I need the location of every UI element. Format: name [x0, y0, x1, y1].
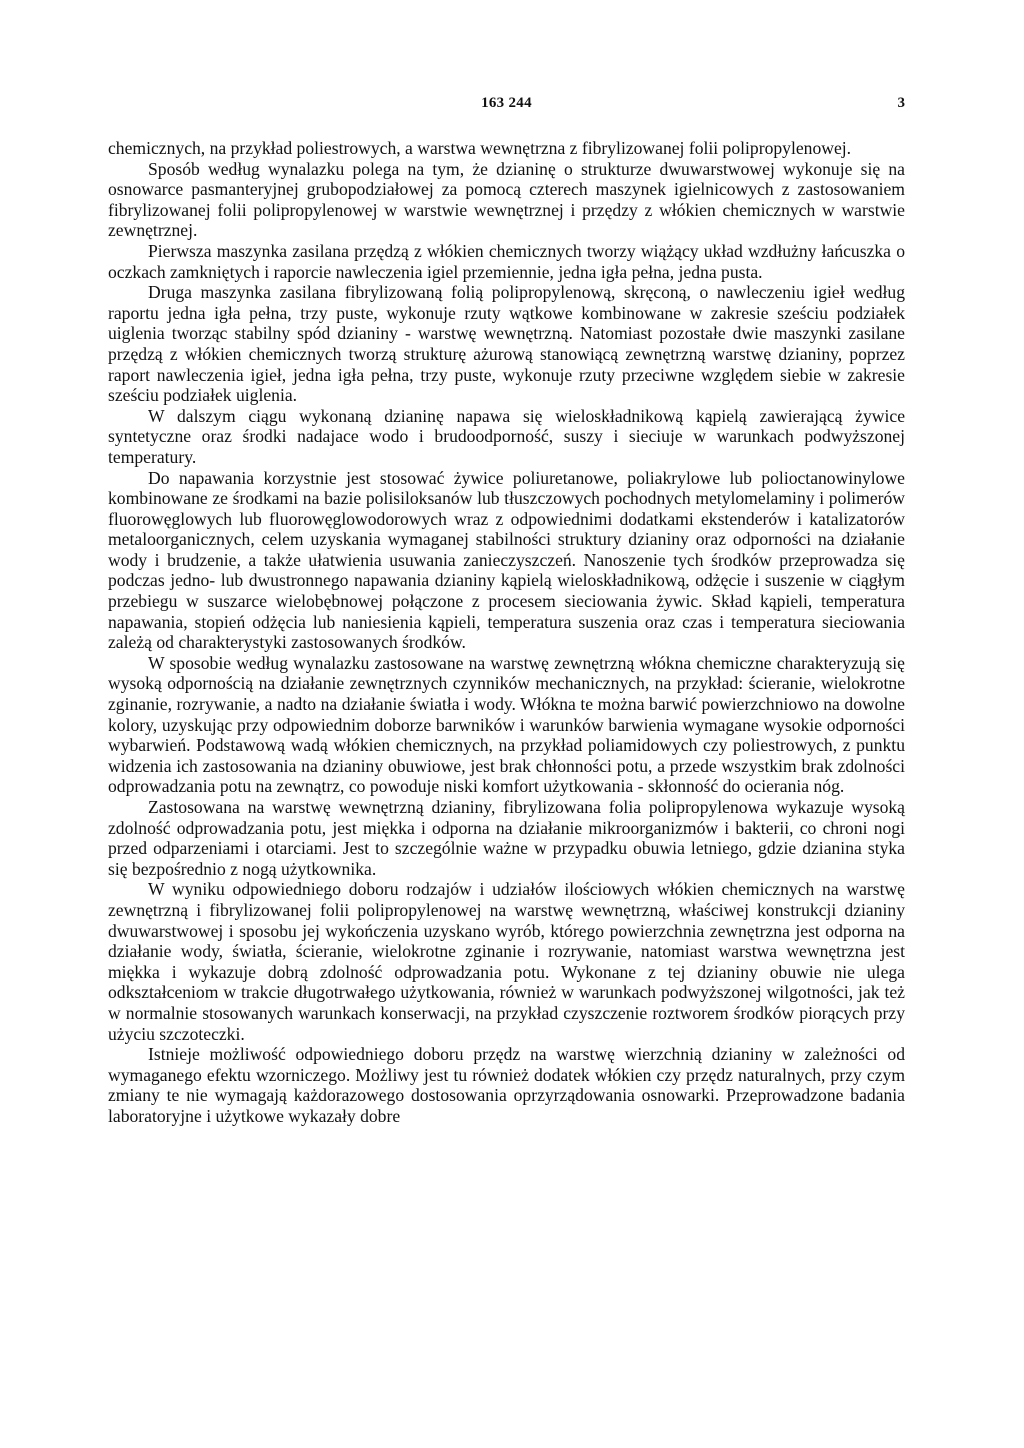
body-text: [108, 138, 905, 1127]
document-number: 163 244: [481, 95, 532, 111]
paragraph: Druga maszynka zasilana fibrylizowaną folią polipropylenową, skręconą, o nawleczeniu igieł według raportu jedna igła pełna, trzy puste, wykonuje rzuty wątkowe kombinowane w zakresie sześciu podziałek uiglenia tworząc stabilny spód dzianiny - warstwę wewnętrzną. Natomiast pozostałe dwie maszynki zasilane przędzą z włókien chemicznych tworzą strukturę ażurową stanowiącą zewnętrzną warstwę dzianiny, poprzez raport nawleczenia igieł, jedna igła pełna, trzy puste, wykonuje rzuty przeciwne względem siebie w zakresie sześciu podziałek uiglenia.: [108, 282, 905, 406]
paragraph-continuation: chemicznych, na przykład poliestrowych, a warstwa wewnętrzna z fibrylizowanej folii polipropylenowej.: [108, 138, 852, 158]
paragraph: Pierwsza maszynka zasilana przędzą z włókien chemicznych tworzy wiążący układ wzdłużny łańcuszka o oczkach zamkniętych i raporcie nawleczenia igiel przemiennie, jedna igła pełna, jedna pusta.: [108, 240, 905, 282]
paragraph: Istnieje możliwość odpowiedniego doboru przędz na warstwę wierzchnią dzianiny w zależności od wymaganego efektu wzorniczego. Możliwy jest tu również dodatek włókien czy przędz naturalnych, przy czym zmiany te nie wymagają każdorazowego dostosowania oprzyrządowania osnowarki. Przeprowadzone badania laboratoryjne i użytkowe wykazały dobre: [108, 1044, 905, 1126]
page-header: [108, 95, 905, 119]
paragraph: Do napawania korzystnie jest stosować żywice poliuretanowe, poliakrylowe lub polioctanowinylowe kombinowane ze środkami na bazie polisiloksanów lub tłuszczowych pochodnych metylomelaminy i polimerów fluorowęglowych lub fluorowęglowodorowych wraz z odpowiednimi dodatkami ekstenderów i katalizatorów metaloorganicznych, celem uzyskania wymaganej stabilności struktury dzianiny oraz odporności na działanie wody i brudzenie, a także ułatwienia usuwania zanieczyszczeń. Nanoszenie tych środków przeprowadza się podczas jedno- lub dwustronnego napawania dzianiny kąpielą wieloskładnikową, odżęcie i suszenie w ciągłym przebiegu w suszarce wielobębnowej połączone z procesem sieciowania żywic. Skład kąpieli, temperatura napawania, stopień odżęcia lub naniesienia kąpieli, temperatura suszenia oraz czas i temperatura sieciowania zależą od charakterystyki zastosowanych środków.: [108, 467, 905, 653]
paragraph: W wyniku odpowiedniego doboru rodzajów i udziałów ilościowych włókien chemicznych na warstwę zewnętrzną i fibrylizowanej folii polipropylenowej na warstwę wewnętrzną, właściwej konstrukcji dzianiny dwuwarstwowej i sposobu jej wykończenia uzyskano wyrób, którego powierzchnia zewnętrzna jest odporna na działanie wody, światła, ścieranie, wielokrotne zginanie i rozrywanie, natomiast warstwa wewnętrzna jest miękka i wykazuje dobrą zdolność odprowadzania potu. Wykonane z tej dzianiny obuwie nie ulega odkształceniom w trakcie długotrwałego użytkowania, również w warunkach podwyższonej wilgotności, jak też w normalnie stosowanych warunkach konserwacji, na przykład czyszczenie roztworem środków piorących przy użyciu szczoteczki.: [108, 879, 905, 1044]
paragraph: Zastosowana na warstwę wewnętrzną dzianiny, fibrylizowana folia polipropylenowa wykazuje wysoką zdolność odprowadzania potu, jest miękka i odporna na działanie mikroorganizmów i bakterii, co chroni nogi przed odparzeniami i otarciami. Jest to szczególnie ważne w przypadku obuwia letniego, gdzie dzianina styka się bezpośrednio z nogą użytkownika.: [108, 797, 905, 879]
page-number: 3: [897, 95, 905, 111]
paragraph: W sposobie według wynalazku zastosowane na warstwę zewnętrzną włókna chemiczne charakteryzują się wysoką odpornością na działanie zewnętrznych czynników mechanicznych, na przykład: ścieranie, wielokrotne zginanie, rozrywanie, a nadto na działanie światła i wody. Włókna te można barwić powierzchniowo na dowolne kolory, uzyskując przy odpowiednim doborze barwników i warunków barwienia wymagane wysokie odporności wybarwień. Podstawową wadą włókien chemicznych, na przykład poliamidowych czy poliestrowych, z punktu widzenia ich zastosowania na dzianiny obuwiowe, jest brak chłonności potu, a przede wszystkim brak zdolności odprowadzania potu na zewnątrz, co powoduje niski komfort użytkowania - skłonność do ocierania nóg.: [108, 652, 905, 797]
paragraph: Sposób według wynalazku polega na tym, że dzianinę o strukturze dwuwarstwowej wykonuje się na osnowarce pasmanteryjnej grubopodziałowej za pomocą czterech maszynek igielnicowych z zastosowaniem fibrylizowanej folii polipropylenowej w warstwie wewnętrznej i przędzy z włókien chemicznych w warstwie zewnętrznej.: [108, 158, 905, 241]
paragraph: W dalszym ciągu wykonaną dzianinę napawa się wieloskładnikową kąpielą zawierającą żywice syntetyczne oraz środki nadajace wodo i brudoodporność, suszy i sieciuje w warunkach podwyższonej temperatury.: [108, 405, 905, 467]
